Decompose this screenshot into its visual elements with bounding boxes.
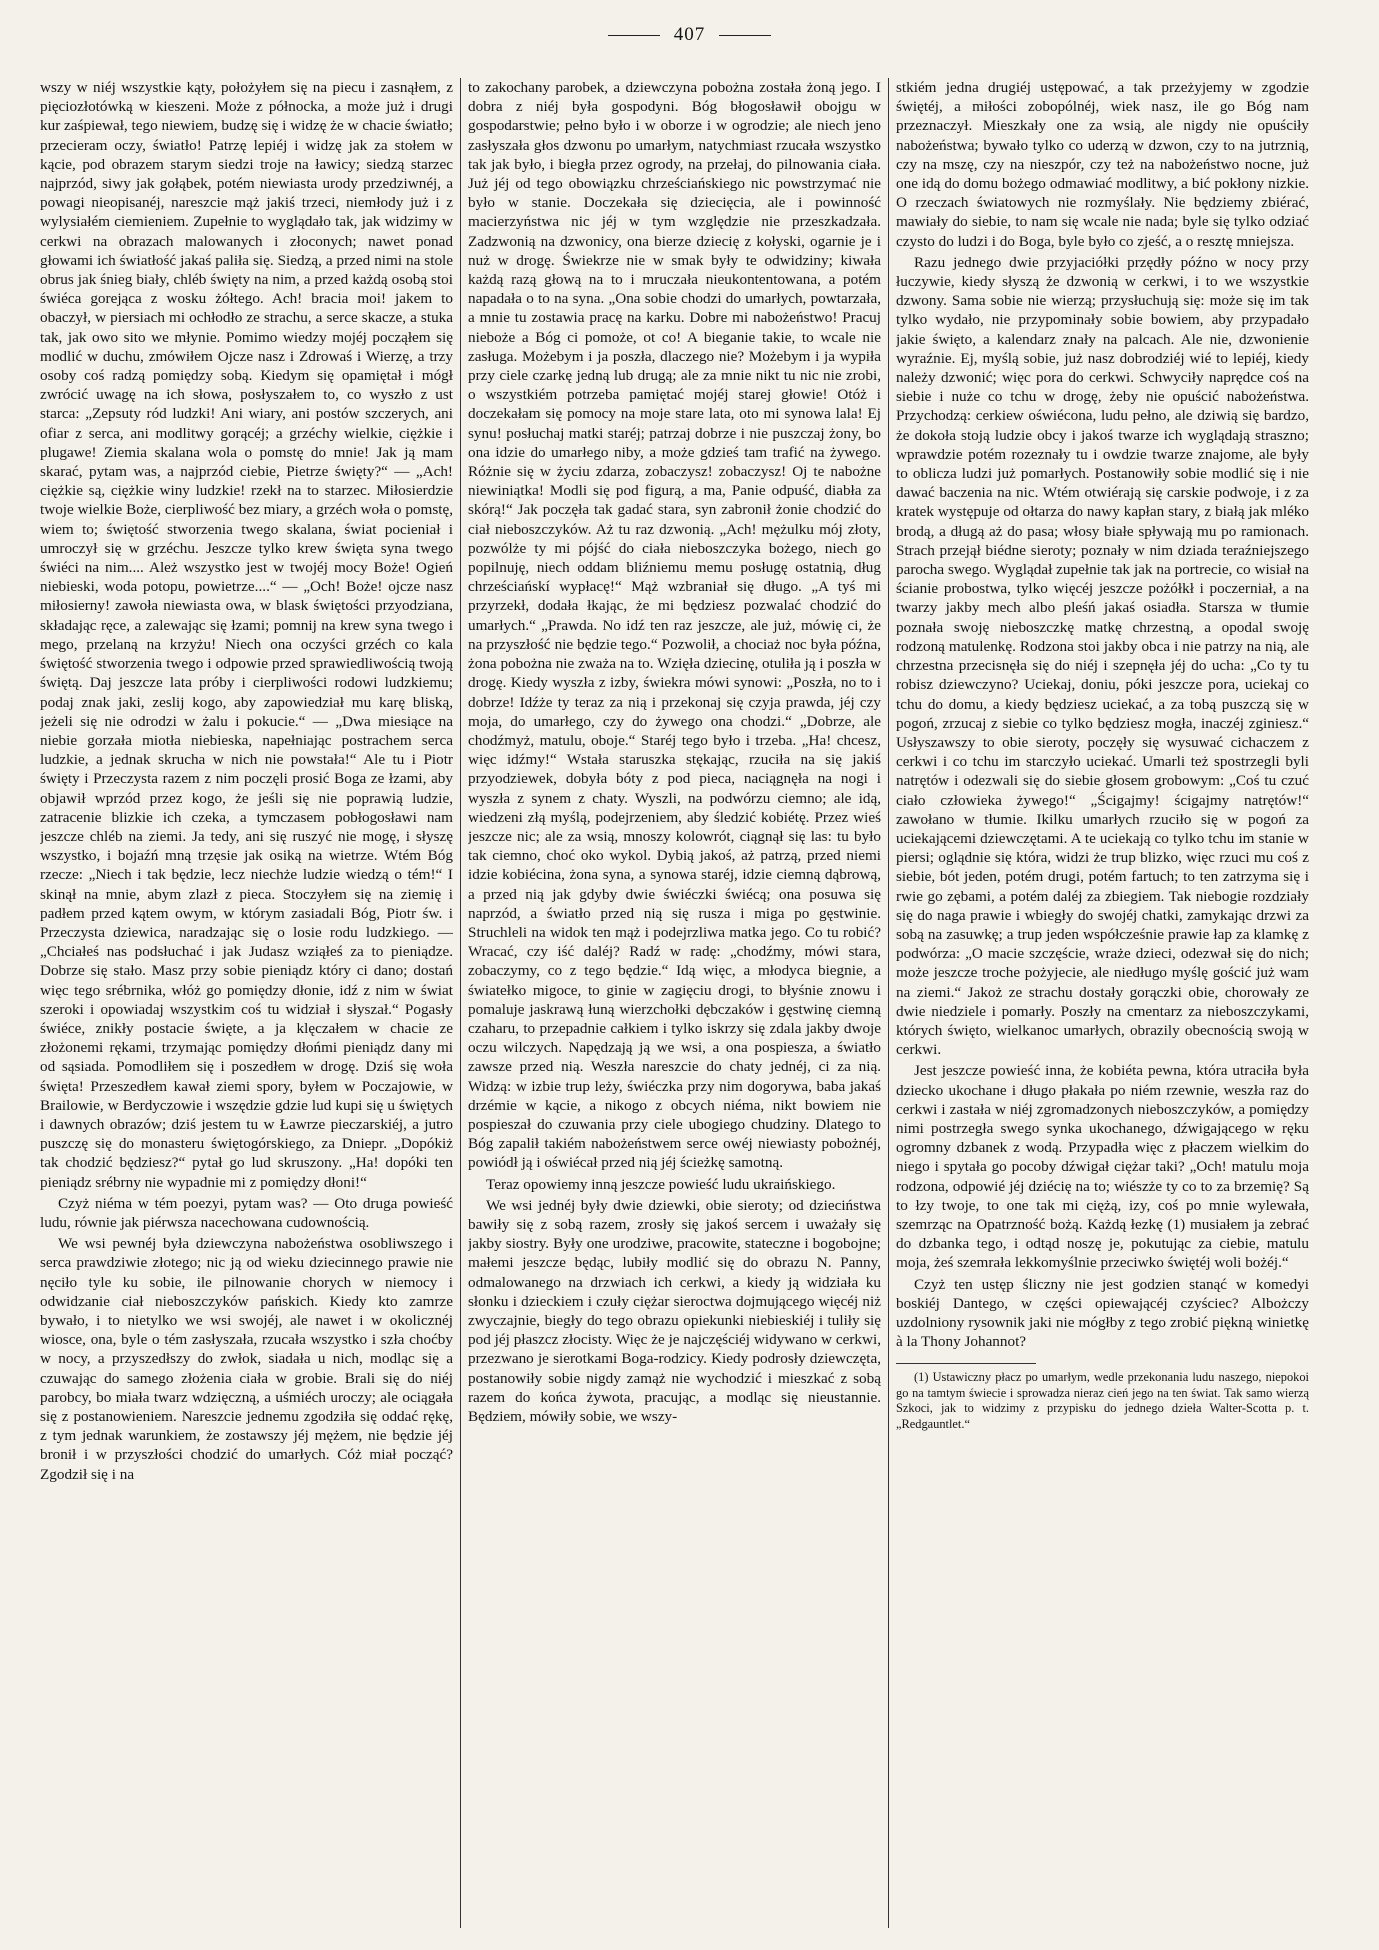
text-column-1 xyxy=(40,78,453,1938)
paragraph: stkiém jedna drugiéj ustępować, a tak przeżyjemy w zgodzie świętéj, a miłości zobopólnéj, wiek nasz, ile go Bóg nam przeznaczył. Mieszkały one za wsią, ale nigdy nie opuściły nabożeństwa; bywało tylko co uderzą w dzwon, czy to na jutrznią, czy na mszę, czy na nieszpór, czy też na nabożeństwo nocne, już one idą do domu bożego odmawiać modlitwy, a bić pokłony nizkie. O rzeczach światowych nie rozmyślały. Nie będziemy zbiérać, mawiały do siebie, to nam się wcale nie nada; byle się tylko odziać czysto do ludzi i do Boga, byle było co zjeść, a o resztę mniejsza. xyxy=(896,79,1309,250)
paragraph: Czyż ten ustęp śliczny nie jest godzien stanąć w komedyi boskiéj Dantego, w części opiewającéj czyściec? Albożczy uzdolniony rysownik jaki nie mógłby z tego zrobić piękną winietkę à la Thony Johannot? xyxy=(896,1275,1309,1351)
text-column-3 xyxy=(896,78,1309,1938)
header-dash-left xyxy=(608,35,660,36)
paragraph: to zakochany parobek, a dziewczyna pobożna została żoną jego. I dobra z niéj była gospodyni. Bóg błogosławił obojgu w gospodarstwie; pełno było i w oborze i w ogrodzie; ale niech jeno zasłyszała głos dzwonu po umarłym, natychmiast rzucała wszystko tak jak było, i biegła przez ogrody, na przełaj, do pilnowania ciała. Już jéj od tego obowiązku chrześciańskiego nic powstrzymać nie było w stanie. Doczekała się dziecięcia, ale i powinność macierzyństwa nic jéj w tym względzie nie przeszkadzała. Zadzwonią na dzwonicy, ona bierze dziecię z kołyski, ogarnie je i nuż w drogę. Świekrze nie w smak były te odwidziny; kiwała każdą razą głową na to i mruczała nieukontentowana, a potém napadała o to na syna. „Ona sobie chodzi do umarłych, powtarzała, a mnie tu zostawia pracę na karku. Dobre mi nabożeństwo! Pracuj nieboże a Bóg ci pomoże, ot co! A bieganie takie, to wcale nie zasługa. Możebym i ja poszła, dlaczego nie? Możebym i ja wypiła przy ciele czarkę jedną lub drugą; ale za mnie nikt tu nic nie zrobi, o wszystkiém potrzeba pamiętać mojéj starej głowie! Otóż i doczekałam się pomocy na moje stare lata, oto mi synowa lala! Ej synu! posłuchaj matki staréj; patrzaj dobrze i nie puszczaj żony, bo ona idzie do umarłego niby, a może gdzieś tam trafić na żywego. Różnie się w życiu zdarza, zobaczysz! zobaczysz! Oj te nabożne niewiniątka! Modli się pod figurą, a ma, Panie odpuść, diabła za skórą!“ Jak poczęła tak gadać stara, syn zabronił żonie chodzić do ciał nieboszczyków. Aż tu raz dzwonią. „Ach! mężulku mój złoty, pozwólże ty mi pójść do ciała nieboszczyka bożego, niech go popilnuję, niech oddam bliźniemu memu posługę ostatnią, dług chrześciańskí wypłacę!“ Mąż wzbraniał się długo. „A tyś mi przyrzekł, dodała łkając, że mi będziesz pozwalać chodzić do umarłych.“ „Prawda. No idź ten raz jeszcze, ale już, mówię ci, że na przyszłość nie będzie tego.“ Pozwolił, a chociaż noc była późna, żona pobożna nie zważa na to. Wzięła dziecinę, otuliła ją i poszła w drogę. Kiedy wyszła z izby, świekra mówi synowi: „Poszła, no to i dobrze! Idźże ty teraz za nią i przekonaj się czyja prawda, jéj czy moja, do umarłego, czy do żywego ona chodzi.“ „Dobrze, ale chodźmyż, matulu, oboje.“ Staréj tego było i trzeba. „Ha! chcesz, więc idźmy!“ Wstała staruszka stękając, rzuciła na się jakiś przyodziewek, dobyła bóty z pod pieca, naciągnęła na nogi i wyszła z synem z chaty. Wyszli, na podwórzu ciemno; ale idą, wiedzeni złą myślą, podejrzeniem, aby śledzić kobiétę. Przez wieś jeszcze nic; ale za wsią, mnoszy kolowrót, ciągnął się las: tu było tak ciemno, choć oko wykol. Dybią jakoś, aż patrzą, przed niemi idzie kobiécina, żona syna, a synowa staréj, idzie ciemną dąbrową, a przed nią jak gdyby dwie świéczki świécą; ona posuwa się naprzód, a światło przed nią się rusza i miga po gęstwinie. Struchleli na widok ten mąż i podejrzliwa matka jego. Co tu robić? Wracać, czy iść daléj? Radź w radę: „chodźmy, mówi stara, zobaczymy, co z tego będzie.“ Idą więc, a młodyca biegnie, a światełko migoce, to ginie w zagięciu drogi, to błyśnie znowu i pomaluje jaskrawą łuną wierzchołki dębczaków i gęstwinę ciemną czaharu, to przepadnie całkiem i tylko iskrzy się zdala jakby dwoje oczu wilczych. Napędzają ją we wsi, a ona pospiesza, a światło zawsze przed nią. Weszła nareszcie do chaty jednéj, ci za nią. Widzą: w izbie trup leży, świéczka przy nim dogorywa, baba jakaś drzémie w kącie, a nikogo z obcych niéma, nikt bowiem nie pospieszał do czuwania przy ciele ubogiego chudziny. Dlatego to Bóg zapalił takiém nabożeństwem serce owéj niewiasty pobożnéj, powiódł ją i oświécał przed nią jéj ścieżkę samotną. xyxy=(468,79,881,1172)
paragraph: Jest jeszcze powieść inna, że kobiéta pewna, która utraciła była dziecko ukochane i długo płakała po niém rzewnie, weszła raz do cerkwi i zastała w niéj zgromadzonych nieboszczyków, a pomiędzy nimi postrzegła swego synka ukochanego, dźwigającego w ręku ogromny dzbanek z wodą. Przypadła więc z płaczem wielkim do niego i spytała go pocoby dźwigał ciężar taki? „Och! matulu moja rodzona, odpowié jéj dziécię na to; wiészże ty co to za brzemię? Są to łzy twoje, to one tak mi ciężą, izy, coś po mnie wylewała, szemrząc na Opatrzność bożą. Każdą łezkę (1) musiałem ja zebrać do dzbanka tego, i odtąd noszę je, pokutując za ciebie, matulu moja, żeś szemrała lekkomyślnie przeciwko świętéj woli bożéj.“ xyxy=(896,1062,1309,1272)
paragraph: We wsi jednéj były dwie dziewki, obie sieroty; od dzieciństwa bawiły się z sobą razem, zrosły się jakoś sercem i uważały się jakby siostry. Były one urodziwe, pracowite, stateczne i bogobojne; małemi jeszcze będąc, lubiły modlić się do obrazu N. Panny, odmalowanego na drzwiach ich cerkwi, a kiedy ją widziała ku słonku i dzieckiem i czuły ciężar sieroctwa dojmującego więcéj niż zwyczajnie, biegły do tego obrazu opiekunki niebieskiéj i tuliły się pod jéj płaszcz złocisty. Więc że je najczęściéj widywano w cerkwi, przezwano je sierotkami Boga-rodzicy. Kiedy podrosły dziewczęta, postanowiły sobie nigdy zamąż nie wychodzić i mieszkać z sobą razem do końca żywota, pracując, a modląc się nieustannie. Będziem, mówiły sobie, we wszy- xyxy=(468,1196,881,1426)
page-number-header xyxy=(0,24,1379,46)
footnote: (1) Ustawiczny płacz po umarłym, wedle przekonania ludu naszego, niepokoi go na tamtym świecie i sprowadza nieraz cień jego na ten świat. Tak samo wierzą Szkoci, jak to widzimy z przypisku do jednego dzieła Walter-Scotta p. t. „Redgauntlet.“ xyxy=(896,1370,1309,1431)
header-dash-right xyxy=(719,35,771,36)
paragraph: wszy w niéj wszystkie kąty, położyłem się na piecu i zasnąłem, z pięciozłotówką w kieszeni. Może z północka, a może już i drugi kur zaśpiewał, tego niewiem, budzę się i widzę że w chacie światło; przecieram oczy, światło! Patrzę lepiéj i widzę jak za stołem w kącie, pod obrazem starym siedzi troje na ławicy; siedzą starzec najprzód, siwy jak gołąbek, potém niewiasta urody przedziwnéj, a powagi nieopisanéj, nareszcie mąż jakiś trzeci, niemłody już i z wylysiałém ciemieniem. Zupełnie to wyglądało tak, jak widzimy w cerkwi na obrazach malowanych i złoconych; nawet ponad głowami ich światłość jakaś paliła się. Siedzą, a przed nimi na stole obrus jak śnieg biały, chléb święty na nim, a przed każdą osobą stoi świéca gorejąca z wosku żółtego. Ach! bracia moi! jakem to obaczył, w piersiach mi ochłodło ze strachu, a serce skacze, a stuka tak, jak owo sito we młynie. Pomimo wiedzy mojéj począłem się modlić w duchu, zmówiłem Ojcze nasz i Zdrowaś i Wierzę, a trzy osoby coś radzą pomiędzy sobą. Kiedym się opamiętał i mógł zwrócić uwagę na ich słowa, posłyszałem to, co wyszło z ust starca: „Zepsuty ród ludzki! Ani wiary, ani postów szczerych, ani ofiar z serca, ani modlitwy gorącéj; a grzéchy wielkie, ciężkie i plugawe! Ziemia skalana wola o pomstę do mnie! Jak ją mam skarać, pytam was, a najprzód ciebie, Pietrze święty?“ — „Ach! ciężkie są, ciężkie winy ludzkie! rzekł na to starzec. Miłosierdzie twoje wielkie Boże, cierpliwość bez miary, a grzéch woła o pomstę, wiem to; świętość stworzenia twego skalana, świat pocieniał i umroczył się w grzéchu. Jeszcze tylko krew święta syna twego świéci na nim.... Ależ wszystko jest w twojéj mocy Boże! Ogień niebieski, woda potopu, powietrze....“ — „Och! Boże! ojcze nasz miłosierny! zawoła niewiasta owa, w blask świętości przyodziana, składając ręce, a zalewając się łzami; pomnij na krew syna twego i mego, przelaną na krzyżu! Niech ona oczyści grzéch co kala świętość stworzenia twego i odpowie przed sprawiedliwością twoją świętą. Daj jeszcze lata próby i cierpliwości rodowi ludzkiemu; podaj znak jaki, zeslij kogo, aby zapowiedział mu karę bliską, jeżeli się nie odrodzi w żalu i pokucie.“ — „Dwa miesiące na niebie gorzała miotła niebieska, napełniając postrachem serca ludzkie, a jednak skrucha w nich nie powstała!“ Ale tu i Piotr święty i Przeczysta razem z nim poczęli prosić Boga ze łzami, aby objawił wprzód przez kogo, że jeśli się nie poprawią ludzie, zatracenie blizkie ich czeka, a tymczasem pobłogosławi nam jeszcze chléb na ziemi. Ja tedy, ani się ruszyć nie mogę, i słyszę wszystko, i bojaźń mną trzęsie jak osiką na wietrze. Wtém Bóg rzecze: „Niech i tak będzie, lecz niechże ludzie wiedzą o tém!“ I skinął na mnie, abym zlazł z pieca. Stoczyłem się na ziemię i padłem przed kątem owym, w którym zasiadali Bóg, Piotr św. i Przeczysta dziewica, naradzając się o losie rodu ludzkiego. — „Chciałeś nas podsłuchać i jak Judasz wziąłeś za to pieniądze. Dobrze się stało. Masz przy sobie pieniądz który ci dano; dostań więc tego srébrnika, włóż go pomiędzy dłonie, idź z nim w świat szeroki i opowiadaj wszystkim coś tu widział i słyszał.“ Pogasły świéce, znikły postacie święte, a ja klęczałem w chacie ze złożonemi rękami, trzymając pomiędzy dłońmi pieniądz dany mi od sąsiada. Pomodliłem się i poszedłem w drogę. Dziś się woła święta! Przeszedłem kawał ziemi spory, byłem w Poczajowie, w Brailowie, w Berdyczowie i wszędzie gdzie lud kupi się u świętych i dawnych obrazów; dziś jestem tu w Ławrze pieczarskiéj, a jutro puszczę się do monasteru świętogórskiego, za Dniepr. „Dopókiż tak chodzić będziesz?“ pytał go lud skruszony. „Ha! dopóki ten pieniądz srébrny nie wypadnie mi z pomiędzy dłoni!“ xyxy=(40,79,453,1191)
column-rule-1 xyxy=(460,78,461,1928)
text-column-2 xyxy=(468,78,881,1938)
paragraph: We wsi pewnéj była dziewczyna nabożeństwa osobliwszego i serca prawdziwie złotego; nic ją od wieku dziecinnego prawie nie nęciło tyle ku sobie, ile pilnowanie chorych w niemocy i odwidzanie ciał nieboszczyków pańskich. Kiedy kto zamrze bywało, i to nietylko we wsi swojéj, ale nawet i w okolicznéj wiosce, ona, byle o tém zasłyszała, rzucała wszystko i szła choćby w nocy, a przyszedłszy do zwłok, siadała u nich, modląc się a czuwając do samego złożenia ciała w grobie. Brali się do niéj parobcy, bo miała twarz wdzięczną, a uśmiéch uroczy; ale ociągała się z postanowieniem. Nareszcie jednemu zgodziła się oddać rękę, z tym jednak warunkiem, że zostawszy jéj mężem, nie będzie jéj bronił i w przyszłości chodzić do umarłych. Cóż miał począć? Zgodził się i na xyxy=(40,1235,453,1483)
paragraph: Czyż niéma w tém poezyi, pytam was? — Oto druga powieść ludu, równie jak piérwsza nacechowana cudownością. xyxy=(40,1194,453,1231)
paragraph: Teraz opowiemy inną jeszcze powieść ludu ukraińskiego. xyxy=(486,1175,836,1193)
paragraph: Razu jednego dwie przyjaciółki przędły późno w nocy przy łuczywie, kiedy słyszą że dzwonią w cerkwi, i to we wszystkie dzwony. Sama sobie nie wierzą; przysłuchują się: może się im tak tylko wydało, nie przypominały sobie bowiem, aby przypadało jakie święto, a kalendarz znały na palcach. Ale nie, dzwonienie wyraźnie. Ej, myślą sobie, już nasz dobrodziéj wié to lepiéj, kiedy należy dzwonić; więc pora do cerkwi. Schwyciły naprędce coś na siebie i nuże co tchu w drogę, żeby nie opuścić nabożeństwa. Przychodzą: cerkiew oświécona, ludu pełno, ale dziwią się bardzo, że dokoła stoją ludzie obcy i jakoś twarze ich wyglądają straszno; wprawdzie potém rozeznały tu i owdzie twarze znajome, ale były to oblicza ludzi już pomarłych. Postanowiły sobie modlić się i nie dawać baczenia na nic. Wtém otwiérają się carskie podwoje, i z za kratek występuje od ołtarza do nawy kapłan stary, z białą jak mléko brodą, a długą aż do pasa; włosy białe spływają mu po ramionach. Strach przejął biédne sieroty; poznały w nim dziada teraźniejszego parocha swego. Wyglądał zupełnie tak jak na portrecie, co wisiał na ścianie probostwa, tylko więcéj jeszcze pożółkł i poczerniał, a na twarzy jakby mech albo pleśń jakaś osiadła. Starsza w tłumie poznała swoję nieboszczkę matkę chrzestną, a opodal swoję rodzoną matulenkę. Rodzona stoi jakby obca i nie patrzy na nią, ale chrzestna przecisnęła się do niéj i szepnęła jéj do ucha: „Co ty tu robisz dziewczyno? Uciekaj, doniu, póki jeszcze pora, uciekaj co tchu do domu, a kiedy będziesz uciekać, a za tobą puszczą się w pogoń, zrzucaj z siebie co tylko będziesz mogła, inaczéj zginiesz.“ Usłyszawszy to obie sieroty, poczęły się wysuwać cichaczem z cerkwi i co tchu im starczyło uciekać. Umarli też spostrzegli byli natrętów i odezwali się do siebie głosem grobowym: „Coś tu czuć ciało człowieka żywego!“ „Ścigajmy! ścigajmy natrętów!“ zawołano w tłumie. Ikilku umarłych rzuciło się w pogoń za uciekającemi dziewczętami. A te uciekają co tylko tchu im stanie w piersi; oglądnie się która, widzi że trup blizko, więc rzuci mu coś z siebie, bót jeden, potém drugi, potém fartuch; to ten zatrzyma się i rwie go zębami, a potém daléj za zbiegiem. Tak niebogie rozdziały się do naga prawie i wbiegły do swojéj chatki, zamykając drzwi za sobą na zasuwkę; a trup jeden współcześnie prawie łap za klamkę z podwórza: „O macie szczęście, wraże dzieci, odezwał się do nich; może jeszcze troche pożyjecie, ale niedługo myślę gościć już wam na ziemi.“ Jakoż ze strachu dostały gorączki obie, chorowały ze dwie niedziele i pomarły. Poszły na cmentarz za nieboszczykami, których święto, wielkanoc umarłych, obrazily obecnością swoją w cerkwi. xyxy=(896,253,1309,1059)
column-rule-2 xyxy=(888,78,889,1928)
footnote-rule xyxy=(896,1363,1036,1364)
page-number: 407 xyxy=(673,24,706,45)
